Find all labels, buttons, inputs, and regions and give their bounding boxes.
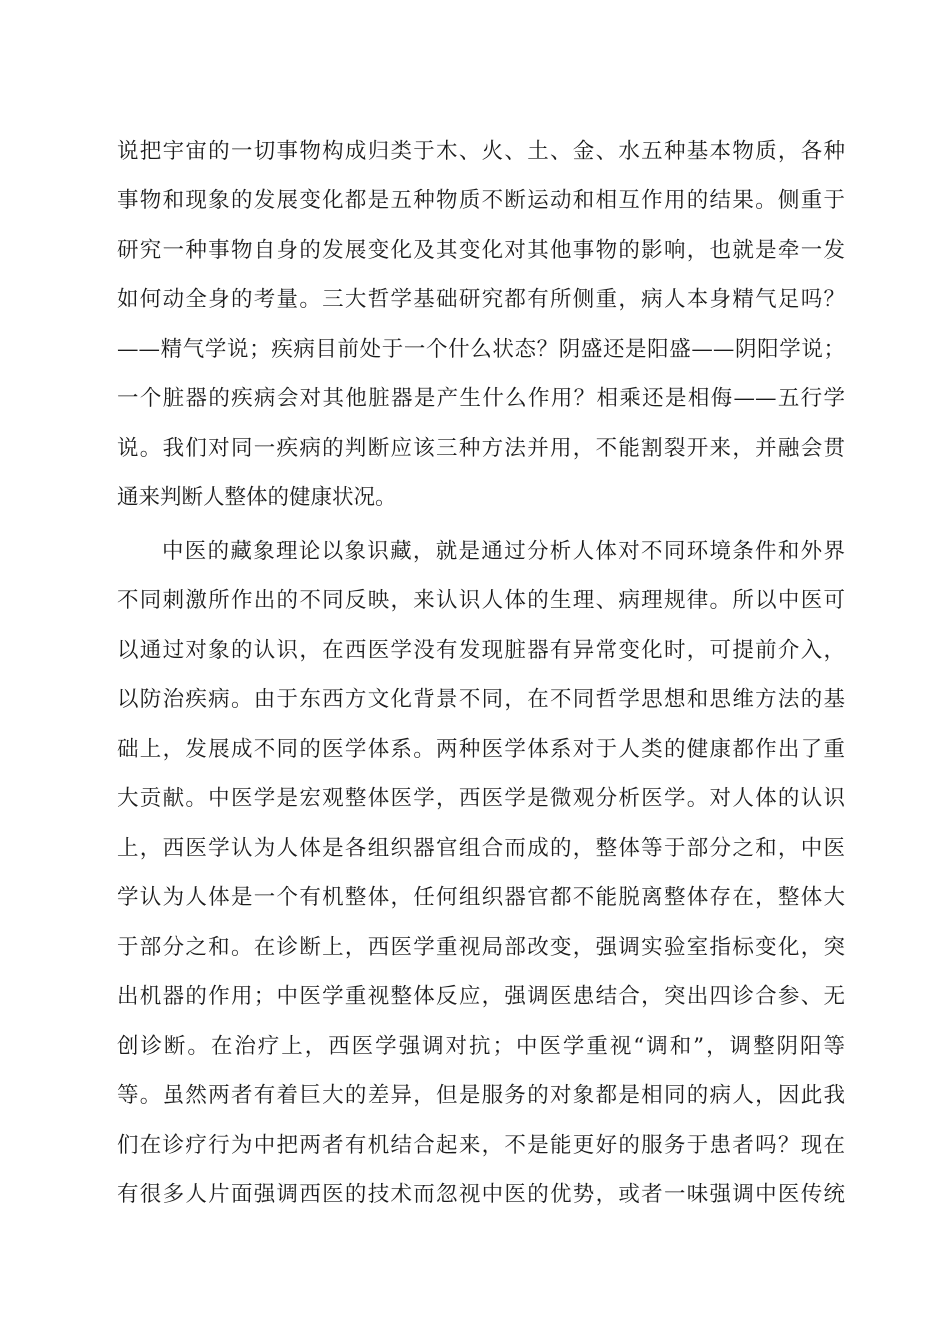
text-line: 以防治疾病。由于东西方文化背景不同，在不同哲学思想和思维方法的基 [117,687,845,712]
text-line: 创诊断。在治疗上，西医学强调对抗；中医学重视“调和”，调整阴阳等 [117,1034,845,1059]
text-line: 出机器的作用；中医学重视整体反应，强调医患结合，突出四诊合参、无 [117,984,845,1009]
text-line: 一个脏器的疾病会对其他脏器是产生什么作用？相乘还是相侮——五行学 [117,386,845,411]
text-line: 说把宇宙的一切事物构成归类于木、火、土、金、水五种基本物质，各种 [117,139,845,164]
text-line: 等。虽然两者有着巨大的差异，但是服务的对象都是相同的病人，因此我 [117,1083,845,1108]
text-line: 研究一种事物自身的发展变化及其变化对其他事物的影响，也就是牵一发 [117,238,845,263]
text-line: 们在诊疗行为中把两者有机结合起来，不是能更好的服务于患者吗？现在 [117,1133,845,1158]
text-line: 以通过对象的认识，在西医学没有发现脏器有异常变化时，可提前介入， [117,638,845,663]
text-line: 大贡献。中医学是宏观整体医学，西医学是微观分析医学。对人体的认识 [117,786,845,811]
text-line: 不同刺激所作出的不同反映，来认识人体的生理、病理规律。所以中医可 [117,588,845,613]
text-line: 于部分之和。在诊断上，西医学重视局部改变，强调实验室指标变化，突 [117,935,845,960]
text-line: 础上，发展成不同的医学体系。两种医学体系对于人类的健康都作出了重 [117,737,845,762]
text-line: ——精气学说；疾病目前处于一个什么状态？阴盛还是阳盛——阴阳学说； [117,337,845,362]
text-line: 中医的藏象理论以象识藏，就是通过分析人体对不同环境条件和外界 [162,539,845,564]
text-line: 如何动全身的考量。三大哲学基础研究都有所侧重，病人本身精气足吗？ [117,287,845,312]
text-line: 说。我们对同一疾病的判断应该三种方法并用，不能割裂开来，并融会贯 [117,436,845,461]
text-line: 事物和现象的发展变化都是五种物质不断运动和相互作用的结果。侧重于 [117,188,845,213]
text-line: 有很多人片面强调西医的技术而忽视中医的优势，或者一味强调中医传统 [117,1182,845,1207]
text-line: 学认为人体是一个有机整体，任何组织器官都不能脱离整体存在，整体大 [117,885,845,910]
text-line: 上，西医学认为人体是各组织器官组合而成的，整体等于部分之和，中医 [117,836,845,861]
text-line: 通来判断人整体的健康状况。 [117,485,397,510]
